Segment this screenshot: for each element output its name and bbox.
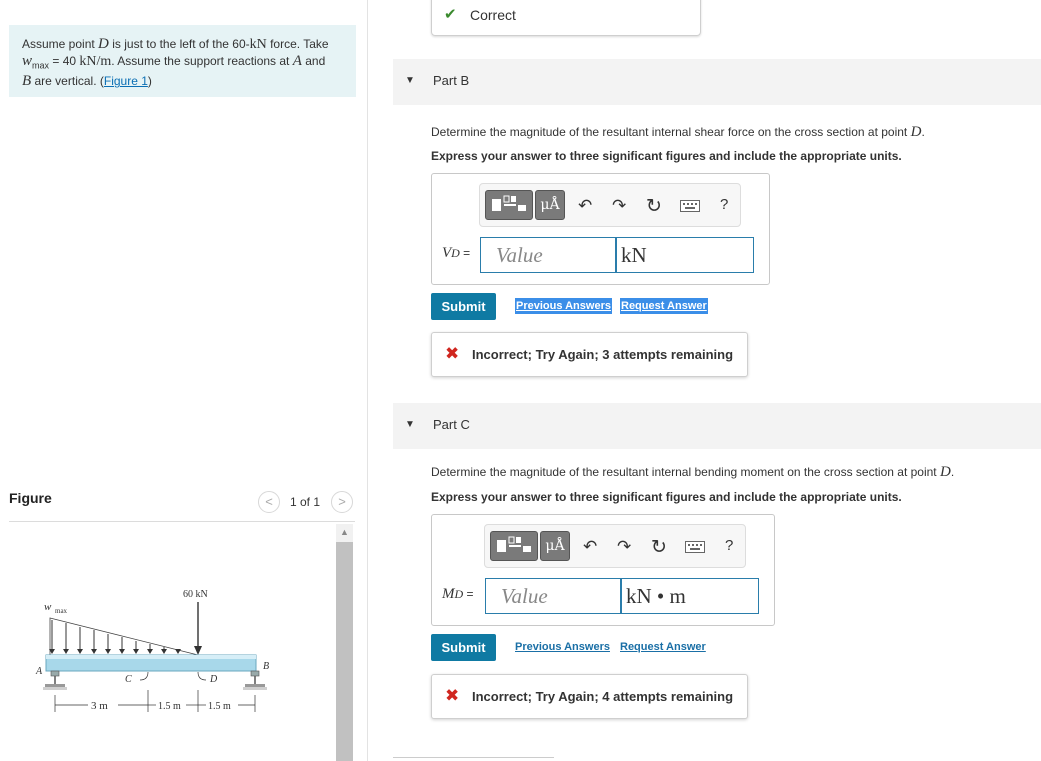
part-b-question-text: Determine the magnitude of the resultant internal shear force on the cross section at point bbox=[431, 125, 911, 139]
problem-text: force. Take bbox=[266, 37, 329, 51]
part-c-question bbox=[431, 464, 954, 481]
part-c-variable bbox=[442, 586, 474, 603]
problem-w-var: w bbox=[22, 53, 33, 69]
load-arrowheads bbox=[49, 649, 181, 654]
dim-3m: 3 m bbox=[91, 700, 108, 712]
part-b-question-suffix: . bbox=[921, 125, 925, 139]
label-d: D bbox=[210, 674, 218, 685]
label-a: A bbox=[36, 666, 43, 677]
dim-1-5m-a: 1.5 m bbox=[158, 701, 181, 712]
support-a bbox=[43, 671, 67, 690]
part-b-answer-box bbox=[431, 173, 770, 285]
part-b-header[interactable] bbox=[393, 59, 1041, 105]
problem-text: are vertical. ( bbox=[31, 74, 104, 89]
wmax-sub-label: max bbox=[55, 607, 68, 615]
incorrect-icon: ✖ bbox=[445, 344, 460, 363]
figure-link[interactable]: Figure 1 bbox=[103, 74, 148, 89]
part-b-previous-answers-link[interactable]: Previous Answers bbox=[516, 300, 611, 312]
part-b-equals: = bbox=[459, 246, 471, 260]
next-section-edge bbox=[393, 757, 554, 761]
part-b-var-main: V bbox=[442, 245, 452, 261]
part-c-instruction: Express your answer to three significant figures and include the appropriate units. bbox=[431, 490, 902, 504]
part-c-var-main: M bbox=[442, 586, 455, 602]
help-icon[interactable]: ? bbox=[720, 196, 729, 213]
keyboard-icon[interactable] bbox=[685, 539, 705, 559]
label-c: C bbox=[125, 674, 132, 685]
beam-diagram bbox=[30, 580, 280, 720]
part-b-feedback bbox=[431, 332, 748, 377]
label-b: B bbox=[263, 661, 270, 672]
part-c-request-answer-link[interactable]: Request Answer bbox=[620, 641, 706, 653]
reset-icon[interactable]: ↻ bbox=[646, 196, 662, 217]
collapse-triangle-icon[interactable]: ▼ bbox=[405, 419, 415, 430]
units-button[interactable]: μÅ bbox=[540, 531, 570, 561]
problem-point-d: D bbox=[98, 36, 109, 52]
part-b-toolbar bbox=[479, 183, 741, 227]
templates-icon bbox=[491, 532, 537, 560]
section-c-marker bbox=[140, 672, 148, 680]
problem-w-sub: max bbox=[32, 60, 50, 71]
problem-text: Assume point bbox=[22, 37, 99, 51]
wmax-label: w bbox=[44, 601, 52, 613]
support-b bbox=[243, 671, 267, 690]
templates-button[interactable] bbox=[485, 190, 533, 220]
figure-prev-button[interactable]: < bbox=[258, 491, 280, 513]
part-b-label: Part B bbox=[433, 73, 470, 88]
redo-icon[interactable]: ↷ bbox=[617, 537, 632, 556]
pane-divider bbox=[367, 0, 368, 761]
figure-divider bbox=[9, 521, 355, 522]
part-b-instruction: Express your answer to three significant figures and include the appropriate units. bbox=[431, 149, 902, 163]
undo-icon[interactable]: ↶ bbox=[583, 537, 598, 556]
figure-scrollbar-thumb[interactable] bbox=[336, 542, 353, 761]
part-c-equals: = bbox=[463, 587, 474, 601]
problem-text: = 40 bbox=[49, 54, 80, 68]
part-c-header[interactable] bbox=[393, 403, 1041, 449]
figure-title: Figure bbox=[9, 490, 52, 506]
scroll-up-arrow[interactable]: ▲ bbox=[340, 527, 349, 537]
part-c-feedback bbox=[431, 674, 748, 719]
dim-1-5m-b: 1.5 m bbox=[208, 701, 231, 712]
units-button[interactable]: μÅ bbox=[535, 190, 565, 220]
part-b-unit-input[interactable]: kN bbox=[616, 237, 754, 273]
section-d-marker bbox=[198, 672, 206, 680]
problem-text: . Assume the support reactions at bbox=[111, 54, 293, 68]
part-c-label: Part C bbox=[433, 417, 470, 432]
part-c-question-point: D bbox=[939, 464, 951, 480]
part-a-feedback-text: Correct bbox=[470, 7, 516, 23]
part-c-question-text: Determine the magnitude of the resultant internal bending moment on the cross section at point bbox=[431, 465, 940, 479]
collapse-triangle-icon[interactable]: ▼ bbox=[405, 75, 415, 86]
part-c-previous-answers-link[interactable]: Previous Answers bbox=[515, 641, 610, 653]
problem-text: ) bbox=[147, 74, 152, 89]
part-b-request-answer-link[interactable]: Request Answer bbox=[621, 300, 707, 312]
reset-icon[interactable]: ↻ bbox=[651, 537, 667, 558]
part-b-variable bbox=[442, 245, 470, 262]
undo-icon[interactable]: ↶ bbox=[578, 196, 593, 215]
problem-force-unit: kN bbox=[249, 37, 267, 52]
part-c-unit-input[interactable]: kN • m bbox=[621, 578, 759, 614]
help-icon[interactable]: ? bbox=[725, 537, 734, 554]
part-b-question-point: D bbox=[910, 124, 922, 140]
templates-icon bbox=[486, 191, 532, 219]
problem-w-unit: kN/m bbox=[79, 54, 112, 69]
part-b-var-sub: D bbox=[451, 246, 460, 260]
load-arrows bbox=[52, 620, 178, 652]
part-c-toolbar bbox=[484, 524, 746, 568]
part-b-question bbox=[431, 124, 925, 141]
incorrect-icon: ✖ bbox=[445, 686, 460, 705]
figure-next-button[interactable]: > bbox=[331, 491, 353, 513]
part-c-var-sub: D bbox=[454, 587, 464, 601]
problem-text: and bbox=[301, 54, 326, 68]
figure-page-count: 1 of 1 bbox=[290, 495, 321, 509]
part-b-value-input[interactable]: Value bbox=[480, 237, 616, 273]
part-b-feedback-text: Incorrect; Try Again; 3 attempts remaining bbox=[472, 347, 734, 362]
problem-point-b: B bbox=[22, 73, 32, 90]
redo-icon[interactable]: ↷ bbox=[612, 196, 627, 215]
part-c-value-input[interactable]: Value bbox=[485, 578, 621, 614]
part-a-feedback bbox=[431, 0, 701, 36]
part-c-feedback-text: Incorrect; Try Again; 4 attempts remaining bbox=[472, 689, 734, 704]
part-c-submit-button[interactable]: Submit bbox=[431, 634, 496, 661]
templates-button[interactable] bbox=[490, 531, 538, 561]
part-c-question-suffix: . bbox=[950, 465, 955, 479]
beam-highlight bbox=[46, 655, 256, 659]
part-c-answer-box bbox=[431, 514, 775, 626]
problem-text: is just to the left of the 60- bbox=[108, 37, 250, 51]
keyboard-icon[interactable] bbox=[680, 198, 700, 218]
point-load-label: 60 kN bbox=[183, 589, 208, 600]
point-load-arrowhead bbox=[194, 646, 202, 655]
problem-statement bbox=[9, 25, 356, 97]
check-icon: ✔ bbox=[444, 6, 457, 23]
part-b-submit-button[interactable]: Submit bbox=[431, 293, 496, 320]
problem-point-a: A bbox=[292, 53, 302, 69]
